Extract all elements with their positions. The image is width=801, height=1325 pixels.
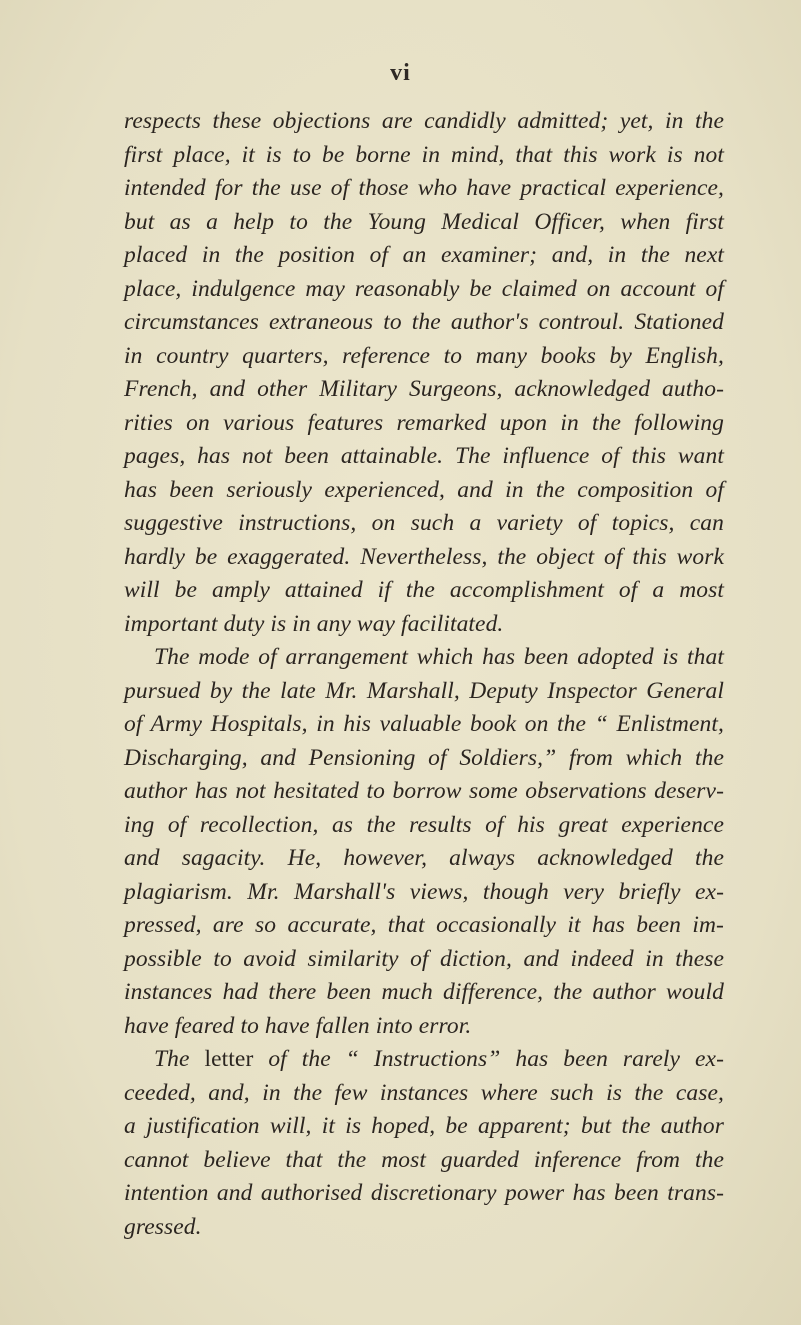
text-line: The mode of arrangement which has been adopted is that: [154, 644, 724, 670]
text-line: ing of recollection, as the results of his great experience: [124, 811, 724, 838]
text-line: hardly be exaggerated. Nevertheless, the object of this work: [124, 543, 724, 570]
text-line: and sagacity. He, however, always acknowledged the: [124, 845, 724, 871]
text-line: pressed, are so accurate, that occasionally it has been im-: [124, 912, 724, 938]
text-line: possible to avoid similarity of diction, and indeed in these: [124, 945, 724, 972]
text-line: will be amply attained if the accomplishment of a most: [124, 577, 724, 603]
body-text: [124, 105, 724, 1244]
text-line: of Army Hospitals, in his valuable book on the “ Enlistment,: [124, 711, 724, 737]
text-line: a justification will, it is hoped, be apparent; but the author: [124, 1113, 724, 1139]
text-line: gressed.: [124, 1213, 202, 1240]
text-line: instances had there been much difference, the author would: [124, 979, 724, 1005]
text-line: rities on various features remarked upon in the following: [124, 409, 724, 436]
text-line: in country quarters, reference to many books by English,: [124, 342, 724, 369]
text-run-roman: letter: [204, 1046, 254, 1072]
text-run-italic: The: [154, 1046, 190, 1072]
text-line: pages, has not been attainable. The influence of this want: [124, 443, 724, 469]
text-line: ceeded, and, in the few instances where such is the case,: [124, 1079, 724, 1106]
text-line: important duty is in any way facilitated.: [124, 610, 504, 637]
text-line: placed in the position of an examiner; and, in the next: [124, 242, 724, 268]
text-line: circumstances extraneous to the author's controul. Stationed: [124, 309, 724, 335]
text-line: has been seriously experienced, and in the composition of: [124, 476, 724, 503]
text-line-mixed: [124, 1043, 724, 1077]
text-line: suggestive instructions, on such a variety of topics, can: [124, 510, 724, 536]
text-line: pursued by the late Mr. Marshall, Deputy Inspector General: [124, 677, 724, 704]
text-line: author has not hesitated to borrow some observations deserv-: [124, 778, 724, 804]
text-line: intention and authorised discretionary power has been trans-: [124, 1180, 724, 1206]
text-line: cannot believe that the most guarded inference from the: [124, 1146, 724, 1173]
text-line: French, and other Military Surgeons, acknowledged autho-: [124, 376, 724, 402]
text-line: respects these objections are candidly admitted; yet, in the: [124, 108, 724, 134]
text-line: intended for the use of those who have practical experience,: [124, 175, 724, 201]
text-line: plagiarism. Mr. Marshall's views, though very briefly ex-: [124, 878, 724, 905]
text-line: have feared to have fallen into error.: [124, 1012, 472, 1039]
page-number: vi: [390, 60, 411, 86]
text-line: Discharging, and Pensioning of Soldiers,” from which the: [124, 744, 724, 771]
text-run-italic: of the “ Instructions” has been rarely ex-: [268, 1046, 724, 1072]
text-line: place, indulgence may reasonably be claimed on account of: [124, 275, 724, 302]
text-line: but as a help to the Young Medical Officer, when first: [124, 208, 724, 235]
text-line: first place, it is to be borne in mind, that this work is not: [124, 141, 724, 168]
